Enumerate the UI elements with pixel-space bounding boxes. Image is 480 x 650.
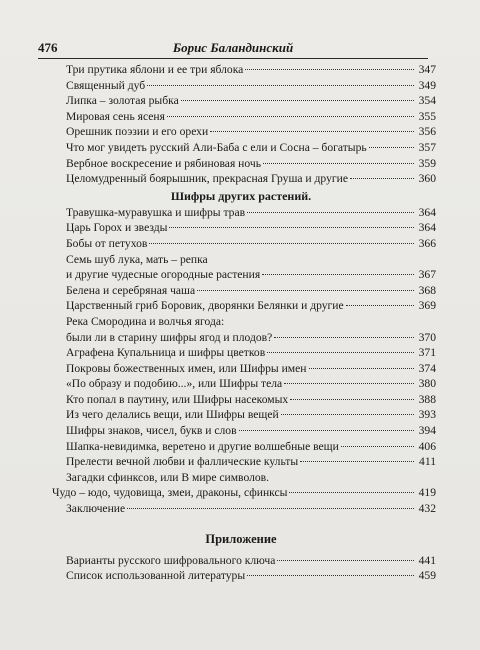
toc-dot-leader bbox=[263, 163, 414, 164]
toc-entry-title: Из чего делались вещи, или Шифры вещей bbox=[66, 408, 279, 422]
toc-entry bbox=[66, 501, 436, 517]
toc-entry bbox=[66, 220, 436, 236]
toc-entry-page: 388 bbox=[418, 392, 436, 406]
toc-dot-leader bbox=[300, 461, 414, 462]
toc-dot-leader bbox=[169, 227, 414, 228]
toc-entry-page: 355 bbox=[418, 109, 436, 123]
section-heading-appendix: Приложение bbox=[205, 531, 277, 546]
page-header bbox=[38, 38, 428, 59]
toc-entry-title: и другие чудесные огородные растения bbox=[66, 268, 261, 282]
toc-dot-leader bbox=[284, 383, 414, 384]
toc-entry-page: 380 bbox=[418, 377, 436, 391]
toc-entry-page: 369 bbox=[418, 299, 436, 313]
toc-section-other-plants bbox=[52, 205, 436, 517]
toc-entry-title: Шифры знаков, чисел, букв и слов bbox=[66, 424, 237, 438]
toc-entry-page: 368 bbox=[418, 283, 436, 297]
toc-entry-title: Варианты русского шифровального ключа bbox=[66, 553, 276, 567]
toc-entry bbox=[66, 267, 436, 283]
toc-entry bbox=[66, 454, 436, 470]
toc-entry-title: Целомудренный боярышник, прекрасная Груша и другие bbox=[66, 172, 348, 186]
toc-entry-title: Вербное воскресение и рябиновая ночь bbox=[66, 156, 261, 170]
toc-entry bbox=[52, 485, 436, 501]
toc-entry-page: 364 bbox=[418, 205, 436, 219]
toc-dot-leader bbox=[149, 243, 414, 244]
toc-dot-leader bbox=[274, 337, 414, 338]
toc-entry bbox=[66, 109, 436, 125]
toc-dot-leader bbox=[210, 131, 414, 132]
toc-dot-leader bbox=[346, 305, 414, 306]
toc-dot-leader bbox=[127, 508, 414, 509]
toc-dot-leader bbox=[239, 430, 414, 431]
toc-entry bbox=[66, 439, 436, 455]
toc-entry-page: 441 bbox=[418, 553, 436, 567]
toc-dot-leader bbox=[290, 399, 414, 400]
toc-entry-title: Травушка-муравушка и шифры трав bbox=[66, 205, 246, 219]
toc-entry-title: Чудо – юдо, чудовища, змеи, драконы, сфинксы bbox=[52, 486, 288, 500]
toc-dot-leader bbox=[197, 290, 414, 291]
toc-entry-page: 359 bbox=[418, 156, 436, 170]
toc-entry-page: 432 bbox=[418, 502, 436, 516]
toc-entry bbox=[66, 361, 436, 377]
toc-entry bbox=[66, 345, 436, 361]
toc-dot-leader bbox=[147, 85, 414, 86]
toc-dot-leader bbox=[341, 446, 414, 447]
toc-entry bbox=[66, 553, 436, 569]
toc-entry bbox=[66, 171, 436, 187]
toc-entry bbox=[66, 236, 436, 252]
toc-entry-title: Мировая сень ясеня bbox=[66, 109, 165, 123]
toc-entry bbox=[66, 470, 436, 486]
toc-entry bbox=[66, 423, 436, 439]
toc-entry-title: Река Смородина и волчья ягода: bbox=[66, 314, 225, 328]
toc-entry-page: 374 bbox=[418, 361, 436, 375]
toc-entry-title: Три прутика яблони и ее три яблока bbox=[66, 63, 244, 76]
toc-entry-page: 360 bbox=[418, 172, 436, 186]
toc-entry-page: 364 bbox=[418, 221, 436, 235]
running-title: Борис Баландинский bbox=[172, 40, 294, 55]
toc-entry-page: 371 bbox=[418, 346, 436, 360]
toc-entry bbox=[66, 314, 436, 330]
toc-dot-leader bbox=[350, 178, 414, 179]
toc-entry-title: Шапка-невидимка, веретено и другие волшебные вещи bbox=[66, 439, 339, 453]
toc-entry-page: 354 bbox=[418, 94, 436, 108]
toc-dot-leader bbox=[245, 69, 414, 70]
toc-entry-page: 349 bbox=[418, 78, 436, 92]
toc-entry-page: 419 bbox=[418, 486, 436, 500]
page-number: 476 bbox=[38, 40, 58, 55]
toc-dot-leader bbox=[289, 492, 414, 493]
toc-entry-title: Кто попал в паутину, или Шифры насекомых bbox=[66, 392, 289, 406]
toc-entry-page: 347 bbox=[418, 63, 436, 76]
toc-entry bbox=[66, 568, 436, 584]
toc-entry-title: Липка – золотая рыбка bbox=[66, 94, 179, 108]
toc-dot-leader bbox=[262, 274, 414, 275]
toc-entry-title: Бобы от петухов bbox=[66, 236, 148, 250]
section-heading-other-plants: Шифры других растений. bbox=[170, 188, 312, 203]
toc-section-trees bbox=[66, 62, 436, 187]
toc-dot-leader bbox=[281, 414, 414, 415]
toc-entry-page: 367 bbox=[418, 268, 436, 282]
toc-entry-title: Загадки сфинксов, или В мире символов. bbox=[66, 470, 270, 484]
toc-entry bbox=[66, 62, 436, 78]
toc-dot-leader bbox=[247, 212, 414, 213]
toc-entry-page: 459 bbox=[418, 569, 436, 583]
toc-entry-title: Покровы божественных имен, или Шифры имен bbox=[66, 361, 307, 375]
toc-entry bbox=[66, 298, 436, 314]
toc-entry-title: Священный дуб bbox=[66, 78, 146, 92]
toc-entry-title: Орешник поэзии и его орехи bbox=[66, 125, 209, 139]
toc-entry-page: 393 bbox=[418, 408, 436, 422]
toc-entry-page: 366 bbox=[418, 236, 436, 250]
toc-entry bbox=[66, 78, 436, 94]
toc-entry-page: 394 bbox=[418, 424, 436, 438]
toc-entry bbox=[66, 156, 436, 172]
toc-entry-title: Прелести вечной любви и фаллические культы bbox=[66, 455, 299, 469]
toc-entry bbox=[66, 330, 436, 346]
toc-entry-title: Что мог увидеть русский Али-Баба с ели и Сосна – богатырь bbox=[66, 140, 367, 154]
toc-section-appendix bbox=[66, 553, 436, 584]
toc-entry bbox=[66, 283, 436, 299]
toc-entry bbox=[66, 205, 436, 221]
toc-entry-title: Белена и серебряная чаша bbox=[66, 283, 196, 297]
toc-dot-leader bbox=[247, 575, 414, 576]
toc-entry-page: 356 bbox=[418, 125, 436, 139]
toc-dot-leader bbox=[167, 116, 414, 117]
toc-entry bbox=[66, 140, 436, 156]
toc-entry-title: Аграфена Купальница и шифры цветков bbox=[66, 346, 266, 360]
toc-entry-page: 411 bbox=[419, 455, 436, 469]
toc-entry-title: Семь шуб лука, мать – репка bbox=[66, 252, 208, 266]
table-of-contents bbox=[52, 62, 436, 584]
toc-entry bbox=[66, 392, 436, 408]
toc-entry-title: Список использованной литературы bbox=[66, 569, 246, 583]
toc-dot-leader bbox=[277, 560, 414, 561]
toc-entry bbox=[66, 93, 436, 109]
toc-entry-title: «По образу и подобию...», или Шифры тела bbox=[66, 377, 283, 391]
toc-dot-leader bbox=[309, 368, 415, 369]
toc-entry bbox=[66, 407, 436, 423]
toc-entry-page: 357 bbox=[418, 140, 436, 154]
toc-dot-leader bbox=[369, 147, 414, 148]
toc-entry-title: были ли в старину шифры ягод и плодов? bbox=[66, 330, 273, 344]
toc-dot-leader bbox=[181, 100, 414, 101]
toc-entry bbox=[66, 252, 436, 268]
toc-dot-leader bbox=[267, 352, 414, 353]
toc-entry bbox=[66, 124, 436, 140]
toc-entry-title: Заключение bbox=[66, 502, 126, 516]
toc-entry bbox=[66, 376, 436, 392]
toc-entry-title: Царь Горох и звезды bbox=[66, 221, 168, 235]
toc-entry-page: 370 bbox=[418, 330, 436, 344]
toc-entry-page: 406 bbox=[418, 439, 436, 453]
toc-entry-title: Царственный гриб Боровик, дворянки Белянки и другие bbox=[66, 299, 344, 313]
